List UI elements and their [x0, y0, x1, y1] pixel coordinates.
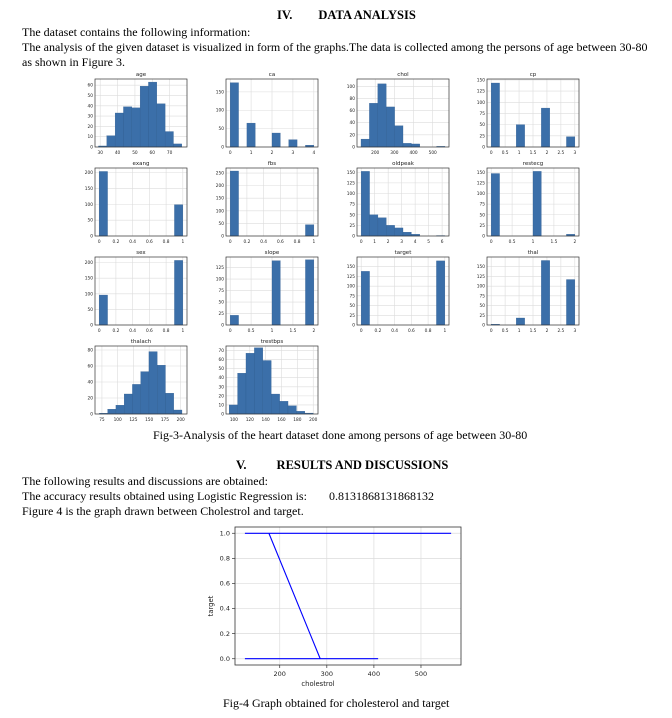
y-tick-label: 50	[87, 218, 93, 224]
accuracy-value: 0.8131868131868132	[328, 489, 434, 503]
histogram-bar	[108, 409, 116, 414]
x-tick-label: 4	[413, 240, 417, 245]
y-tick-label: 50	[479, 123, 485, 129]
x-tick-label: 125	[129, 418, 138, 423]
y-tick-label: 1.0	[219, 529, 230, 538]
histogram-bar	[247, 123, 255, 147]
x-tick-label: 150	[145, 418, 154, 423]
x-tick-label: 0.5	[247, 329, 255, 334]
histogram-cp	[477, 72, 579, 156]
y-tick-label: 250	[215, 171, 224, 177]
y-tick-label: 70	[218, 349, 224, 355]
y-tick-label: 150	[346, 170, 355, 176]
y-tick-label: 0	[90, 234, 93, 240]
histogram-bar	[263, 361, 271, 414]
histogram-slope	[216, 250, 318, 334]
x-tick-label: 1	[517, 151, 521, 156]
y-tick-label: 125	[476, 89, 485, 95]
histogram-thal	[477, 250, 579, 334]
y-tick-label: 150	[215, 90, 224, 96]
y-tick-label: 60	[87, 364, 93, 370]
histogram-title: fbs	[267, 161, 277, 167]
histogram-bar	[229, 405, 237, 414]
histogram-bar	[361, 271, 369, 325]
histogram-bar	[491, 83, 499, 147]
histogram-bar	[174, 260, 182, 325]
histogram-bar	[533, 171, 541, 236]
histogram-bar	[165, 132, 173, 147]
y-tick-label: 50	[87, 93, 93, 99]
histogram-fbs	[216, 161, 318, 245]
series-line	[245, 533, 451, 658]
histogram-title: thalach	[130, 339, 152, 345]
histogram-title: age	[135, 72, 147, 78]
y-tick-label: 100	[215, 209, 224, 215]
y-tick-label: 50	[218, 300, 224, 306]
histogram-bar	[140, 86, 148, 147]
histogram-bar	[148, 82, 156, 147]
x-tick-label: 2	[270, 151, 274, 156]
x-tick-label: 400	[409, 151, 418, 156]
y-tick-label: 100	[215, 108, 224, 114]
histogram-sex	[85, 250, 187, 334]
x-tick-label: 2	[312, 329, 316, 334]
histogram-bar	[99, 171, 107, 236]
y-tick-label: 100	[215, 277, 224, 283]
y-tick-label: 150	[476, 170, 485, 176]
y-tick-label: 60	[87, 83, 93, 89]
histogram-title: ca	[268, 72, 276, 78]
x-tick-label: 0	[489, 240, 493, 245]
y-tick-label: 50	[349, 213, 355, 219]
x-tick-label: 0.8	[162, 240, 170, 245]
y-tick-label: 0	[221, 234, 224, 240]
y-tick-label: 150	[84, 187, 93, 193]
x-tick-label: 6	[440, 240, 444, 245]
x-tick-label: 1	[373, 240, 377, 245]
y-tick-label: 0	[352, 145, 355, 151]
y-tick-label: 75	[218, 289, 224, 295]
histogram-target	[347, 250, 449, 334]
histogram-oldpeak	[347, 161, 449, 245]
line-chart-cholestrol-target	[207, 527, 461, 688]
histogram-bar	[378, 84, 386, 147]
x-tick-label: 100	[113, 418, 122, 423]
histogram-bar	[230, 315, 238, 325]
x-tick-label: 0.2	[112, 240, 120, 245]
x-tick-label: 0.6	[276, 240, 284, 245]
plot-frame	[235, 527, 461, 665]
x-tick-label: 0.6	[145, 240, 153, 245]
histogram-bar	[386, 107, 394, 147]
y-tick-label: 125	[215, 266, 224, 272]
y-tick-label: 0.0	[219, 654, 230, 663]
figure-4-line-chart	[0, 515, 672, 715]
y-tick-label: 40	[87, 104, 93, 110]
x-tick-label: 400	[367, 670, 381, 678]
y-tick-label: 50	[479, 304, 485, 310]
x-tick-label: 140	[261, 418, 270, 423]
y-tick-label: 100	[346, 284, 355, 290]
x-tick-label: 1	[531, 240, 535, 245]
section-5-heading	[236, 458, 448, 472]
histogram-bar	[174, 410, 182, 414]
x-tick-label: 0	[228, 329, 232, 334]
y-tick-label: 30	[87, 114, 93, 120]
x-tick-label: 0	[228, 240, 232, 245]
histogram-title: chol	[397, 72, 409, 78]
y-tick-label: 125	[346, 274, 355, 280]
histogram-bar	[288, 406, 296, 414]
y-tick-label: 50	[349, 304, 355, 310]
histogram-title: cp	[529, 72, 537, 78]
histogram-bar	[436, 261, 444, 325]
x-tick-label: 1	[270, 329, 274, 334]
y-tick-label: 0	[90, 323, 93, 329]
x-tick-label: 2	[573, 240, 577, 245]
y-tick-label: 60	[349, 109, 355, 115]
y-tick-label: 50	[87, 307, 93, 313]
x-tick-label: 120	[245, 418, 254, 423]
histogram-bar	[132, 384, 140, 414]
y-tick-label: 0	[482, 323, 485, 329]
y-tick-label: 0	[90, 412, 93, 418]
histogram-bar	[272, 133, 280, 147]
x-tick-label: 1	[181, 329, 185, 334]
histogram-bar	[115, 113, 123, 147]
y-tick-label: 50	[218, 221, 224, 227]
x-tick-label: 0.5	[501, 151, 509, 156]
x-tick-label: 0	[228, 151, 232, 156]
x-tick-label: 1.5	[529, 151, 537, 156]
y-tick-label: 150	[84, 276, 93, 282]
y-tick-label: 30	[218, 385, 224, 391]
y-tick-label: 200	[84, 171, 93, 177]
y-tick-label: 0	[90, 145, 93, 151]
x-tick-label: 3	[291, 151, 295, 156]
histogram-bar	[403, 143, 411, 147]
x-tick-label: 175	[160, 418, 170, 423]
x-tick-label: 1	[443, 329, 447, 334]
y-tick-label: 125	[476, 181, 485, 187]
y-tick-label: 25	[349, 223, 355, 229]
x-tick-label: 0.8	[293, 240, 301, 245]
x-tick-label: 1	[312, 240, 316, 245]
x-tick-label: 0	[359, 240, 363, 245]
x-tick-label: 0	[97, 240, 101, 245]
y-tick-label: 0	[221, 323, 224, 329]
x-tick-label: 2	[545, 151, 549, 156]
y-axis-label: target	[207, 595, 215, 617]
x-tick-label: 0.6	[145, 329, 153, 334]
histogram-title: slope	[264, 250, 280, 256]
y-tick-label: 0	[221, 145, 224, 151]
histogram-bar	[230, 171, 238, 236]
histogram-bar	[157, 365, 165, 414]
section-4-title: DATA ANALYSIS	[318, 8, 416, 22]
y-tick-label: 75	[349, 294, 355, 300]
y-tick-label: 25	[218, 312, 224, 318]
x-tick-label: 1.5	[550, 240, 558, 245]
y-tick-label: 50	[218, 367, 224, 373]
paragraph-line: The dataset contains the following information:	[22, 25, 251, 39]
histogram-bar	[541, 108, 549, 147]
y-tick-label: 100	[346, 192, 355, 197]
y-tick-label: 20	[87, 396, 93, 402]
histogram-bar	[541, 260, 549, 325]
x-tick-label: 500	[414, 670, 428, 678]
histogram-title: restecg	[522, 161, 544, 167]
histogram-bar	[361, 171, 369, 236]
x-tick-label: 60	[149, 151, 156, 156]
x-tick-label: 0.2	[112, 329, 120, 334]
plot-frame	[226, 168, 318, 236]
figure-3-caption: Fig-3-Analysis of the heart dataset done among persons of age between 30-80	[153, 428, 528, 442]
x-tick-label: 30	[97, 151, 103, 156]
y-tick-label: 50	[479, 213, 485, 219]
x-tick-label: 0	[97, 329, 101, 334]
y-tick-label: 40	[349, 121, 355, 127]
histogram-bar	[246, 353, 254, 414]
y-tick-label: 75	[479, 294, 485, 300]
y-tick-label: 150	[215, 196, 224, 202]
plot-frame	[95, 168, 187, 236]
y-tick-label: 0.6	[219, 579, 230, 588]
histogram-bar	[378, 218, 386, 236]
x-tick-label: 200	[371, 151, 380, 156]
histogram-bar	[395, 228, 403, 236]
y-tick-label: 200	[84, 261, 93, 267]
x-tick-label: 2	[545, 329, 549, 334]
histogram-age	[88, 72, 187, 156]
x-tick-label: 0	[489, 151, 493, 156]
section-5-title: RESULTS AND DISCUSSIONS	[276, 458, 449, 472]
histogram-ca	[216, 72, 318, 156]
y-tick-label: 20	[349, 133, 355, 139]
y-tick-label: 200	[215, 184, 224, 190]
y-tick-label: 25	[479, 134, 485, 140]
x-tick-label: 300	[390, 151, 399, 156]
y-tick-label: 0.4	[219, 604, 230, 613]
histogram-trestbps	[219, 339, 318, 423]
histogram-restecg	[477, 161, 579, 245]
x-axis-label: cholestrol	[301, 680, 335, 688]
histogram-title: oldpeak	[392, 161, 414, 167]
x-tick-label: 1.5	[529, 329, 537, 334]
figure-4-caption: Fig-4 Graph obtained for cholesterol and target	[223, 696, 450, 710]
accuracy-line	[22, 489, 434, 503]
histogram-bar	[173, 144, 181, 147]
y-tick-label: 60	[218, 358, 224, 364]
histogram-bar	[272, 261, 280, 325]
x-tick-label: 100	[229, 418, 239, 423]
histogram-bar	[361, 139, 369, 147]
histogram-title: target	[394, 250, 412, 256]
x-tick-label: 3	[573, 151, 577, 156]
section-5-number: V.	[236, 458, 247, 472]
y-tick-label: 80	[87, 348, 93, 354]
y-tick-label: 50	[218, 127, 224, 133]
histogram-bar	[271, 394, 279, 414]
histogram-bar	[296, 411, 304, 414]
histogram-bar	[566, 280, 574, 325]
y-tick-label: 125	[346, 181, 355, 187]
paragraph-line: The analysis of the given dataset is visualized in form of the graphs.The data is collected among the persons of age between 30-80	[22, 40, 648, 54]
section-4-number: IV.	[277, 8, 293, 22]
x-tick-label: 2.5	[557, 151, 565, 156]
x-tick-label: 1	[181, 240, 185, 245]
histogram-title: exang	[132, 161, 150, 167]
y-tick-label: 40	[218, 376, 224, 382]
y-tick-label: 75	[479, 202, 485, 208]
x-tick-label: 2.5	[557, 329, 565, 334]
histogram-title: trestbps	[260, 339, 284, 345]
x-tick-label: 0.4	[129, 329, 137, 334]
x-tick-label: 3	[573, 329, 577, 334]
histogram-bar	[116, 405, 124, 414]
x-tick-label: 160	[277, 418, 286, 423]
histogram-bar	[107, 136, 115, 147]
x-tick-label: 0.6	[407, 329, 415, 334]
x-tick-label: 200	[176, 418, 185, 423]
y-tick-label: 10	[87, 135, 93, 141]
histogram-bar	[174, 205, 182, 236]
y-tick-label: 0	[221, 412, 224, 418]
y-tick-label: 40	[87, 380, 93, 386]
y-tick-label: 150	[346, 265, 355, 271]
x-tick-label: 0	[489, 329, 493, 334]
x-tick-label: 3	[400, 240, 404, 245]
x-tick-label: 1	[249, 151, 253, 156]
x-tick-label: 0.5	[501, 329, 509, 334]
histogram-title: thal	[527, 250, 539, 256]
histogram-bar	[305, 260, 313, 325]
y-tick-label: 0.2	[219, 629, 230, 638]
x-tick-label: 500	[428, 151, 437, 156]
y-tick-label: 25	[349, 313, 355, 319]
y-tick-label: 0	[352, 234, 355, 240]
y-tick-label: 25	[479, 313, 485, 319]
x-tick-label: 0.2	[374, 329, 382, 334]
y-tick-label: 20	[87, 124, 93, 130]
paragraph-line: Figure 4 is the graph drawn between Cholestrol and target.	[22, 504, 304, 518]
y-tick-label: 100	[84, 292, 93, 298]
accuracy-label: The accuracy results obtained using Logistic Regression is:	[22, 489, 307, 503]
x-tick-label: 1.5	[289, 329, 297, 334]
y-tick-label: 10	[218, 403, 224, 409]
y-tick-label: 80	[349, 96, 355, 102]
y-tick-label: 20	[218, 394, 224, 400]
x-tick-label: 0.8	[424, 329, 432, 334]
x-tick-label: 0.2	[243, 240, 251, 245]
y-tick-label: 0.8	[219, 554, 230, 563]
x-tick-label: 2	[386, 240, 390, 245]
y-tick-label: 75	[479, 111, 485, 117]
histogram-bar	[238, 373, 246, 414]
x-tick-label: 300	[320, 670, 334, 678]
histogram-bar	[395, 126, 403, 147]
x-tick-label: 4	[312, 151, 316, 156]
y-tick-label: 0	[482, 145, 485, 151]
histogram-bar	[516, 125, 524, 147]
histogram-exang	[85, 161, 187, 245]
y-tick-label: 125	[476, 274, 485, 280]
histogram-bar	[165, 393, 173, 414]
histogram-bar	[123, 107, 131, 147]
y-tick-label: 25	[479, 223, 485, 229]
histogram-thalach	[88, 339, 187, 423]
histogram-bar	[141, 372, 149, 414]
x-tick-label: 0.4	[260, 240, 268, 245]
y-tick-label: 100	[476, 192, 485, 197]
histogram-bar	[411, 144, 419, 147]
histogram-bar	[370, 215, 378, 236]
x-tick-label: 200	[273, 670, 286, 678]
x-tick-label: 40	[114, 151, 121, 156]
histogram-bar	[491, 174, 499, 236]
histogram-title: sex	[136, 250, 146, 256]
x-tick-label: 0	[359, 329, 363, 334]
x-tick-label: 1	[517, 329, 521, 334]
histogram-bar	[132, 108, 140, 147]
histogram-bar	[99, 295, 107, 325]
histogram-bar	[289, 140, 297, 147]
y-tick-label: 150	[476, 78, 485, 84]
y-tick-label: 150	[476, 265, 485, 271]
y-tick-label: 0	[482, 234, 485, 240]
x-tick-label: 0.5	[508, 240, 516, 245]
y-tick-label: 100	[346, 84, 355, 90]
plot-frame	[95, 257, 187, 325]
y-tick-label: 0	[352, 323, 355, 329]
histogram-bar	[516, 318, 524, 325]
y-tick-label: 100	[476, 100, 485, 106]
y-tick-label: 100	[84, 202, 93, 208]
histogram-bar	[280, 401, 288, 414]
x-tick-label: 0.4	[129, 240, 137, 245]
x-tick-label: 0.4	[391, 329, 399, 334]
histogram-bar	[157, 104, 165, 147]
histogram-bar	[566, 137, 574, 147]
y-tick-label: 75	[349, 202, 355, 208]
histogram-bar	[403, 232, 411, 236]
paragraph-line: The following results and discussions are obtained:	[22, 474, 268, 488]
histogram-bar	[254, 348, 262, 414]
histogram-bar	[230, 83, 238, 147]
x-tick-label: 70	[166, 151, 173, 156]
histogram-bar	[369, 103, 377, 147]
x-tick-label: 0.8	[162, 329, 170, 334]
y-tick-label: 100	[476, 284, 485, 290]
paragraph-line: as shown in Figure 3.	[22, 55, 125, 69]
histogram-bar	[386, 225, 394, 236]
x-tick-label: 5	[427, 240, 430, 245]
histogram-bar	[305, 225, 313, 236]
histogram-chol	[347, 72, 449, 156]
histogram-bar	[149, 352, 157, 414]
histogram-bar	[124, 394, 132, 414]
plot-frame	[357, 257, 449, 325]
x-tick-label: 180	[293, 418, 302, 423]
x-tick-label: 50	[132, 151, 138, 156]
x-tick-label: 75	[99, 418, 105, 423]
x-tick-label: 200	[309, 418, 318, 423]
